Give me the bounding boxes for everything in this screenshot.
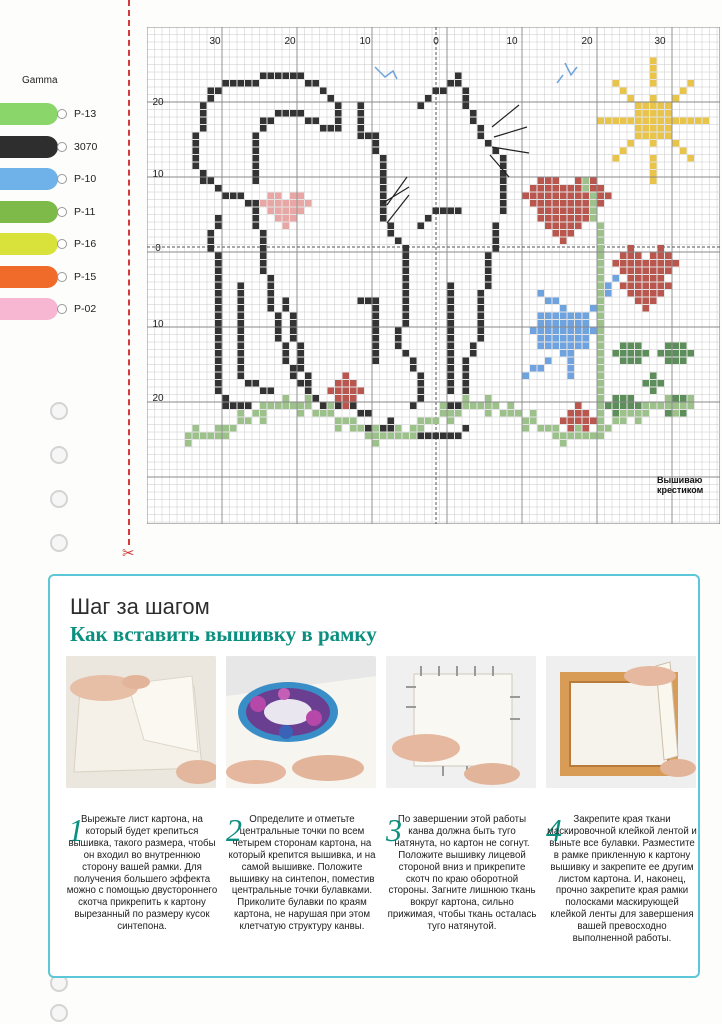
top-tick-label: 10 [506, 36, 518, 47]
brand-logo-line2: крестиком [657, 485, 704, 495]
punch-hole [50, 446, 68, 464]
top-tick-label: 10 [359, 36, 371, 47]
top-tick-label: 30 [654, 36, 666, 47]
floss-code: P-15 [74, 270, 97, 283]
panel-kicker: Шаг за шагом [70, 594, 210, 619]
step-photo-4 [546, 656, 696, 788]
floss-code: 3070 [74, 140, 98, 153]
brand-logo-line1: Вышиваю [657, 475, 703, 485]
floss-skein [0, 298, 58, 320]
floss-skein [0, 168, 58, 190]
punch-hole [50, 490, 68, 508]
left-tick-label: 0 [155, 243, 161, 254]
punch-hole [50, 402, 68, 420]
cross-stitch-chart [147, 27, 720, 524]
floss-skein [0, 136, 58, 158]
cut-line [128, 0, 130, 545]
floss-code: P-11 [74, 205, 96, 218]
top-tick-label: 20 [284, 36, 296, 47]
punch-hole [50, 1004, 68, 1022]
scissors-icon: ✂ [122, 544, 135, 562]
step-number-4: 4 [546, 812, 562, 848]
step-text-1: Вырежьте лист картона, на который будет крепиться вышивка, такого размера, чтобы он входил во внутреннюю сторону вашей рамки. Для получения большего эффекта можно с помощью двустороннего скотча прикрепить к картону вырезанный по размеру кусок синтепона. [66, 814, 218, 933]
left-tick-label: 20 [152, 393, 164, 404]
top-tick-label: 20 [581, 36, 593, 47]
step-number-2: 2 [226, 812, 242, 848]
step-photo-1 [66, 656, 216, 788]
step-text-4: Закрепите края ткани маскировочной клейкой лентой и выньте все булавки. Разместите в рамке прикленную к картону вышивку и закрепите ее другим листом картона. И, наконец, прочно закрепите края рамки полосками маскирующей клейкой ленты для завершения вашей превосходно выполненной работы. [547, 814, 697, 945]
step-photo-2 [226, 656, 376, 788]
top-tick-label: 30 [209, 36, 221, 47]
floss-skein [0, 233, 58, 255]
floss-code: P-13 [74, 108, 97, 120]
step-text-2: Определите и отметьте центральные точки по всем четырем сторонам картона, на который крепится вышивка, и на самой вышивке. Положите вышивку на синтепон, поместив центральные точки булавками. Приколите булавки по краям картона, не нарушая при этом клетчатую структуру канвы. [228, 814, 376, 933]
floss-code: P-02 [74, 303, 97, 315]
step-number-3: 3 [386, 812, 402, 848]
floss-code: P-10 [74, 173, 97, 185]
legend-title: Gamma [22, 75, 58, 86]
floss-skein [0, 103, 58, 125]
step-text-3: По завершении этой работы канва должна быть туго натянута, но картон не согнут. Положите вышивку лицевой стороной вниз и прикрепите скотч по краю оборотной стороны. Загните лишнюю ткань вокруг картона, сильно прижимая, чтобы ткань осталась туго натянутой. [387, 814, 537, 933]
instruction-panel [48, 574, 700, 978]
punch-hole [50, 534, 68, 552]
top-tick-label: 0 [433, 36, 439, 47]
panel-title: Как вставить вышивку в рамку [70, 622, 377, 646]
step-number-1: 1 [68, 812, 84, 848]
left-tick-label: 10 [152, 319, 164, 330]
left-tick-label: 10 [152, 169, 164, 180]
step-photo-3 [386, 656, 536, 788]
left-tick-label: 20 [152, 97, 164, 108]
floss-skein [0, 266, 58, 288]
floss-skein [0, 201, 58, 223]
floss-code: P-16 [74, 238, 97, 250]
